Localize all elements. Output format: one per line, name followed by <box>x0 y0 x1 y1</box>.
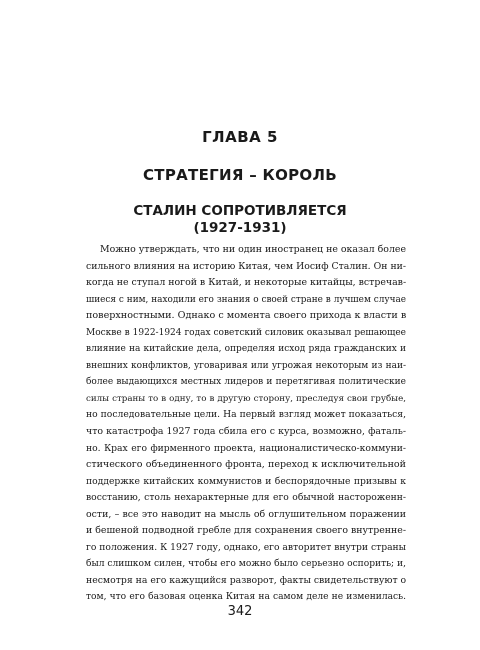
body-line: что катастрофа 1927 года сбила его с курса, возможно, фаталь- <box>86 426 406 438</box>
body-line: стического объединенного фронта, переход к исключительной <box>86 459 406 471</box>
body-line: влияние на китайские дела, определяя исход ряда гражданских и <box>86 344 406 355</box>
body-line: Можно утверждать, что ни один иностранец не оказал более <box>100 244 406 255</box>
body-line: и бешеной подводной гребле для сохранения своего внутренне- <box>86 525 406 537</box>
body-line: шиеся с ним, находили его знания о своей стране в лучшем случае <box>86 294 406 305</box>
body-line: Москве в 1922-1924 годах советский силовик оказывал решающее <box>86 327 406 338</box>
body-line: внешних конфликтов, уговаривая или угрожая некоторым из наи- <box>86 360 406 371</box>
body-line: сильного влияния на историю Китая, чем Иосиф Сталин. Он ни- <box>86 260 406 272</box>
body-line: поддержке китайских коммунистов и беспорядочные призывы к <box>86 475 406 487</box>
section-title-line2: (1927-1931) <box>193 220 287 236</box>
body-line: более выдающихся местных лидеров и перетягивая политические <box>86 377 406 388</box>
chapter-title: СТРАТЕГИЯ – КОРОЛЬ <box>143 166 337 184</box>
body-line: го положения. К 1927 году, однако, его авторитет внутри страны <box>86 541 406 553</box>
body-line: ости, – все это наводит на мысль об оглушительном поражении <box>86 508 406 520</box>
chapter-label: ГЛАВА 5 <box>202 128 278 146</box>
body-line: поверхностными. Однако с момента своего прихода к власти в <box>86 310 407 322</box>
body-line: когда не ступал ногой в Китай, и некоторые китайцы, встречав- <box>86 277 407 289</box>
page-number: 342 <box>227 604 253 619</box>
body-line: восстанию, столь нехарактерные для его обычной настороженн- <box>86 492 406 504</box>
body-line: был слишком силен, чтобы его можно было серьезно оспорить; и, <box>86 559 406 570</box>
section-title <box>0 203 480 237</box>
body-line: но. Крах его фирменного проекта, националистическо-коммуни- <box>86 442 406 454</box>
body-paragraph <box>86 242 406 606</box>
section-title-line1: СТАЛИН СОПРОТИВЛЯЕТСЯ <box>133 203 347 219</box>
body-line: том, что его базовая оценка Китая на самом деле не изменилась. <box>86 592 406 603</box>
body-line: несмотря на его кажущийся разворот, факты свидетельствуют о <box>86 574 407 586</box>
body-line: но последовательные цели. На первый взгляд может показаться, <box>86 409 406 421</box>
body-line: силы страны то в одну, то в другую сторону, преследуя свои грубые, <box>86 393 406 404</box>
